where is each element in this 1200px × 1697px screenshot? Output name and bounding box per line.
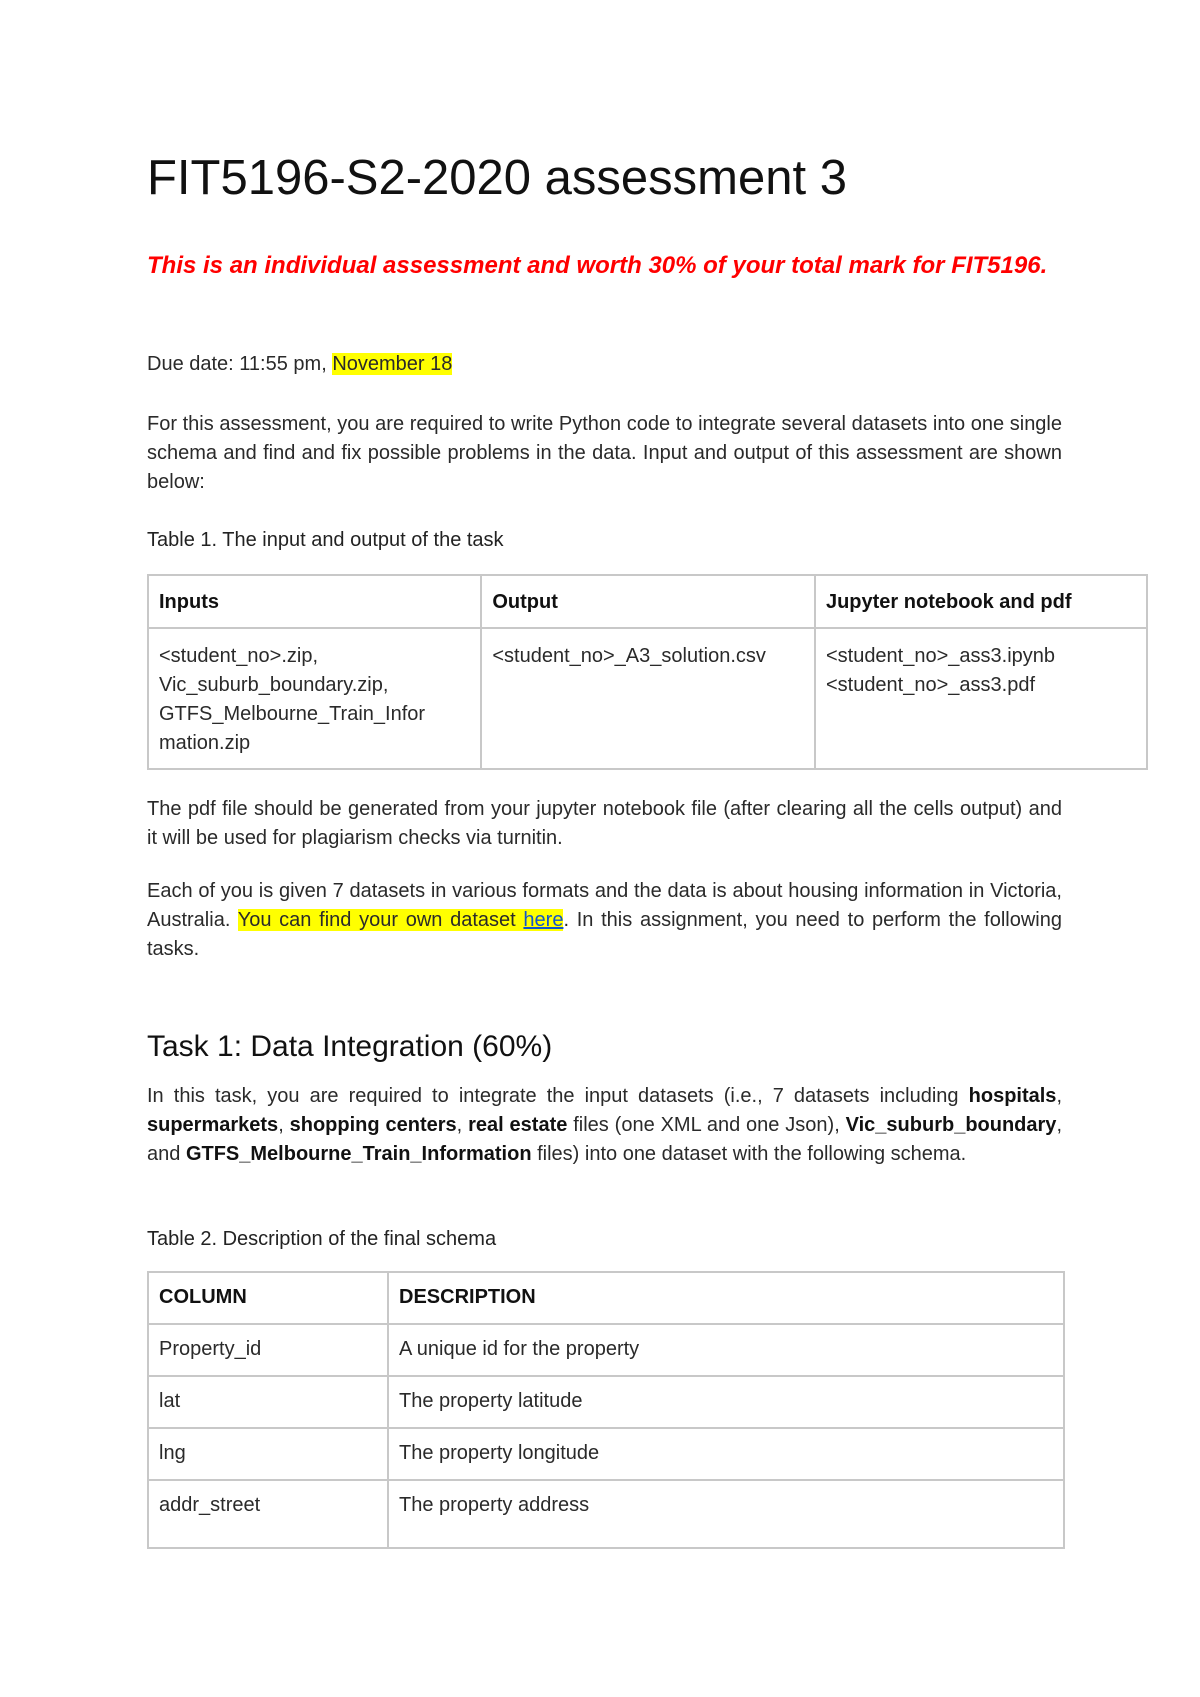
schema-description: A unique id for the property xyxy=(388,1324,1064,1376)
due-date xyxy=(147,350,1062,379)
task1-sep: , xyxy=(456,1114,469,1136)
dataset-highlight-text: You can find your own dataset xyxy=(237,909,524,931)
schema-column: lat xyxy=(148,1376,388,1428)
due-date-value: November 18 xyxy=(332,353,453,375)
notebook-cell xyxy=(815,628,1147,769)
notebook-file: <student_no>_ass3.ipynb xyxy=(825,645,1056,667)
input-file: GTFS_Melbourne_Train_Infor xyxy=(159,703,426,725)
table1-caption: Table 1. The input and output of the task xyxy=(147,529,504,551)
table-header-inputs: Inputs xyxy=(148,575,481,628)
task1-heading: Task 1: Data Integration (60%) xyxy=(147,1030,553,1063)
schema-column: Property_id xyxy=(148,1324,388,1376)
notebook-file: <student_no>_ass3.pdf xyxy=(825,674,1036,696)
input-file: Vic_suburb_boundary.zip, xyxy=(159,674,389,696)
datasets-paragraph xyxy=(147,877,1062,964)
intro-paragraph: For this assessment, you are required to write Python code to integrate several datasets into one single schema and find and fix possible problems in the data. Input and output of this assessment are shown below: xyxy=(147,413,1062,493)
table-row xyxy=(148,628,1147,769)
task1-text: files (one XML and one Json), xyxy=(567,1114,846,1136)
schema-column: addr_street xyxy=(148,1480,388,1548)
dataset-here-link[interactable]: here xyxy=(523,909,564,931)
input-file: <student_no>.zip, xyxy=(159,645,319,667)
table-header-row xyxy=(148,575,1147,628)
due-date-prefix: Due date: 11:55 pm, xyxy=(147,353,333,375)
output-cell: <student_no>_A3_solution.csv xyxy=(481,628,815,769)
term-shopping-centers: shopping centers xyxy=(289,1114,457,1136)
table-header-row xyxy=(148,1272,1064,1324)
task1-sep: , xyxy=(1056,1085,1062,1107)
task1-text: In this task, you are required to integrate the input datasets (i.e., 7 datasets including xyxy=(147,1085,969,1107)
dataset-highlight xyxy=(238,909,564,931)
input-file: mation.zip xyxy=(159,732,251,754)
table-header-column: COLUMN xyxy=(148,1272,388,1324)
schema-column: lng xyxy=(148,1428,388,1480)
task1-text: , and xyxy=(147,1114,1062,1165)
io-table xyxy=(147,574,1148,770)
term-real-estate: real estate xyxy=(468,1114,568,1136)
task1-paragraph xyxy=(147,1082,1062,1169)
term-gtfs: GTFS_Melbourne_Train_Information xyxy=(185,1143,532,1165)
table2-caption: Table 2. Description of the final schema xyxy=(147,1228,497,1250)
term-vic-suburb-boundary: Vic_suburb_boundary xyxy=(845,1114,1057,1136)
table-header-description: DESCRIPTION xyxy=(388,1272,1064,1324)
table-row xyxy=(148,1376,1064,1428)
term-hospitals: hospitals xyxy=(968,1085,1057,1107)
inputs-cell xyxy=(148,628,481,769)
table-header-notebook: Jupyter notebook and pdf xyxy=(815,575,1147,628)
table-row xyxy=(148,1480,1064,1548)
datasets-text: Each of you is given 7 datasets in various formats and the data is about housing information in Victoria, Australia. xyxy=(147,880,1062,931)
schema-description: The property address xyxy=(388,1480,1064,1548)
schema-table xyxy=(147,1271,1065,1549)
task1-text: files) into one dataset with the following schema. xyxy=(531,1143,967,1165)
table-row xyxy=(148,1324,1064,1376)
task1-sep: , xyxy=(278,1114,290,1136)
table-row xyxy=(148,1428,1064,1480)
datasets-text-after: . In this assignment, you need to perform the following tasks. xyxy=(147,909,1062,960)
schema-description: The property longitude xyxy=(388,1428,1064,1480)
pdf-note-paragraph: The pdf file should be generated from your jupyter notebook file (after clearing all the cells output) and it will be used for plagiarism checks via turnitin. xyxy=(147,798,1062,849)
table-header-output: Output xyxy=(481,575,815,628)
term-supermarkets: supermarkets xyxy=(147,1114,279,1136)
page-title: FIT5196-S2-2020 assessment 3 xyxy=(147,151,847,205)
assessment-notice: This is an individual assessment and worth 30% of your total mark for FIT5196. xyxy=(147,252,1048,279)
schema-description: The property latitude xyxy=(388,1376,1064,1428)
